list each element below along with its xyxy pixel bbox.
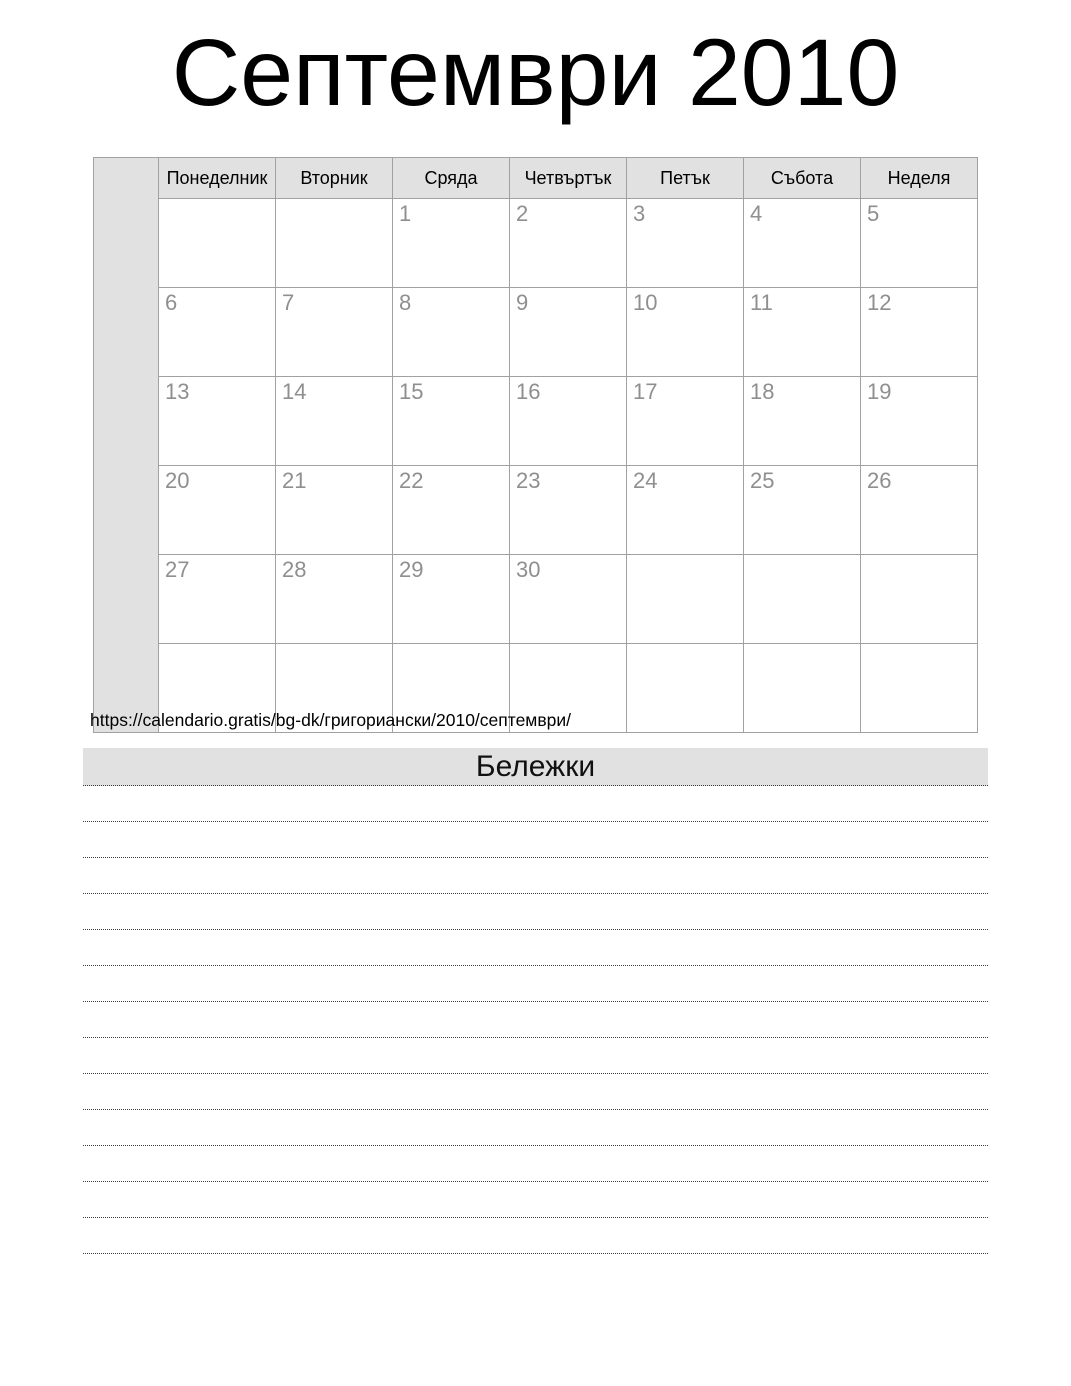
day-cell — [627, 644, 744, 733]
notes-header: Бележки — [83, 748, 988, 786]
weekday-header: Сряда — [393, 158, 510, 199]
day-cell: 17 — [627, 377, 744, 466]
week-row — [94, 199, 978, 288]
week-row — [94, 288, 978, 377]
day-cell: 14 — [276, 377, 393, 466]
day-cell: 10 — [627, 288, 744, 377]
note-line — [83, 966, 988, 1002]
note-line — [83, 1146, 988, 1182]
day-cell: 5 — [861, 199, 978, 288]
day-cell: 30 — [510, 555, 627, 644]
note-line — [83, 1218, 988, 1254]
day-cell: 8 — [393, 288, 510, 377]
day-cell: 21 — [276, 466, 393, 555]
week-row — [94, 555, 978, 644]
day-cell: 25 — [744, 466, 861, 555]
day-cell: 4 — [744, 199, 861, 288]
note-line — [83, 1110, 988, 1146]
weekday-header: Вторник — [276, 158, 393, 199]
day-cell: 9 — [510, 288, 627, 377]
day-cell: 13 — [159, 377, 276, 466]
source-url: https://calendario.gratis/bg-dk/григориански/2010/септември/ — [90, 710, 572, 730]
page-title: Септември 2010 — [171, 20, 900, 126]
day-cell: 18 — [744, 377, 861, 466]
day-cell: 23 — [510, 466, 627, 555]
day-cell: 3 — [627, 199, 744, 288]
day-cell — [861, 644, 978, 733]
note-line — [83, 1038, 988, 1074]
day-cell: 1 — [393, 199, 510, 288]
day-cell: 12 — [861, 288, 978, 377]
weekday-header: Понеделник — [159, 158, 276, 199]
notes-lines — [83, 786, 988, 1254]
note-line — [83, 858, 988, 894]
day-cell: 16 — [510, 377, 627, 466]
day-cell: 6 — [159, 288, 276, 377]
note-line — [83, 1002, 988, 1038]
day-cell: 7 — [276, 288, 393, 377]
weekday-header-row — [94, 158, 978, 199]
day-cell: 28 — [276, 555, 393, 644]
note-line — [83, 786, 988, 822]
note-line — [83, 1074, 988, 1110]
weekday-header: Събота — [744, 158, 861, 199]
day-cell — [861, 555, 978, 644]
day-cell: 26 — [861, 466, 978, 555]
note-line — [83, 822, 988, 858]
week-row — [94, 377, 978, 466]
weekday-header: Неделя — [861, 158, 978, 199]
month-side-bar — [94, 158, 159, 733]
weekday-header: Петък — [627, 158, 744, 199]
day-cell — [159, 199, 276, 288]
day-cell: 27 — [159, 555, 276, 644]
day-cell: 15 — [393, 377, 510, 466]
day-cell: 2 — [510, 199, 627, 288]
day-cell: 19 — [861, 377, 978, 466]
week-row — [94, 466, 978, 555]
note-line — [83, 1182, 988, 1218]
day-cell: 24 — [627, 466, 744, 555]
notes-section — [83, 748, 988, 1254]
calendar-table — [93, 157, 978, 733]
weekday-header: Четвъртък — [510, 158, 627, 199]
day-cell: 20 — [159, 466, 276, 555]
day-cell: 22 — [393, 466, 510, 555]
day-cell: 29 — [393, 555, 510, 644]
day-cell — [744, 555, 861, 644]
day-cell: 11 — [744, 288, 861, 377]
day-cell — [276, 199, 393, 288]
note-line — [83, 930, 988, 966]
note-line — [83, 894, 988, 930]
day-cell — [627, 555, 744, 644]
day-cell — [744, 644, 861, 733]
